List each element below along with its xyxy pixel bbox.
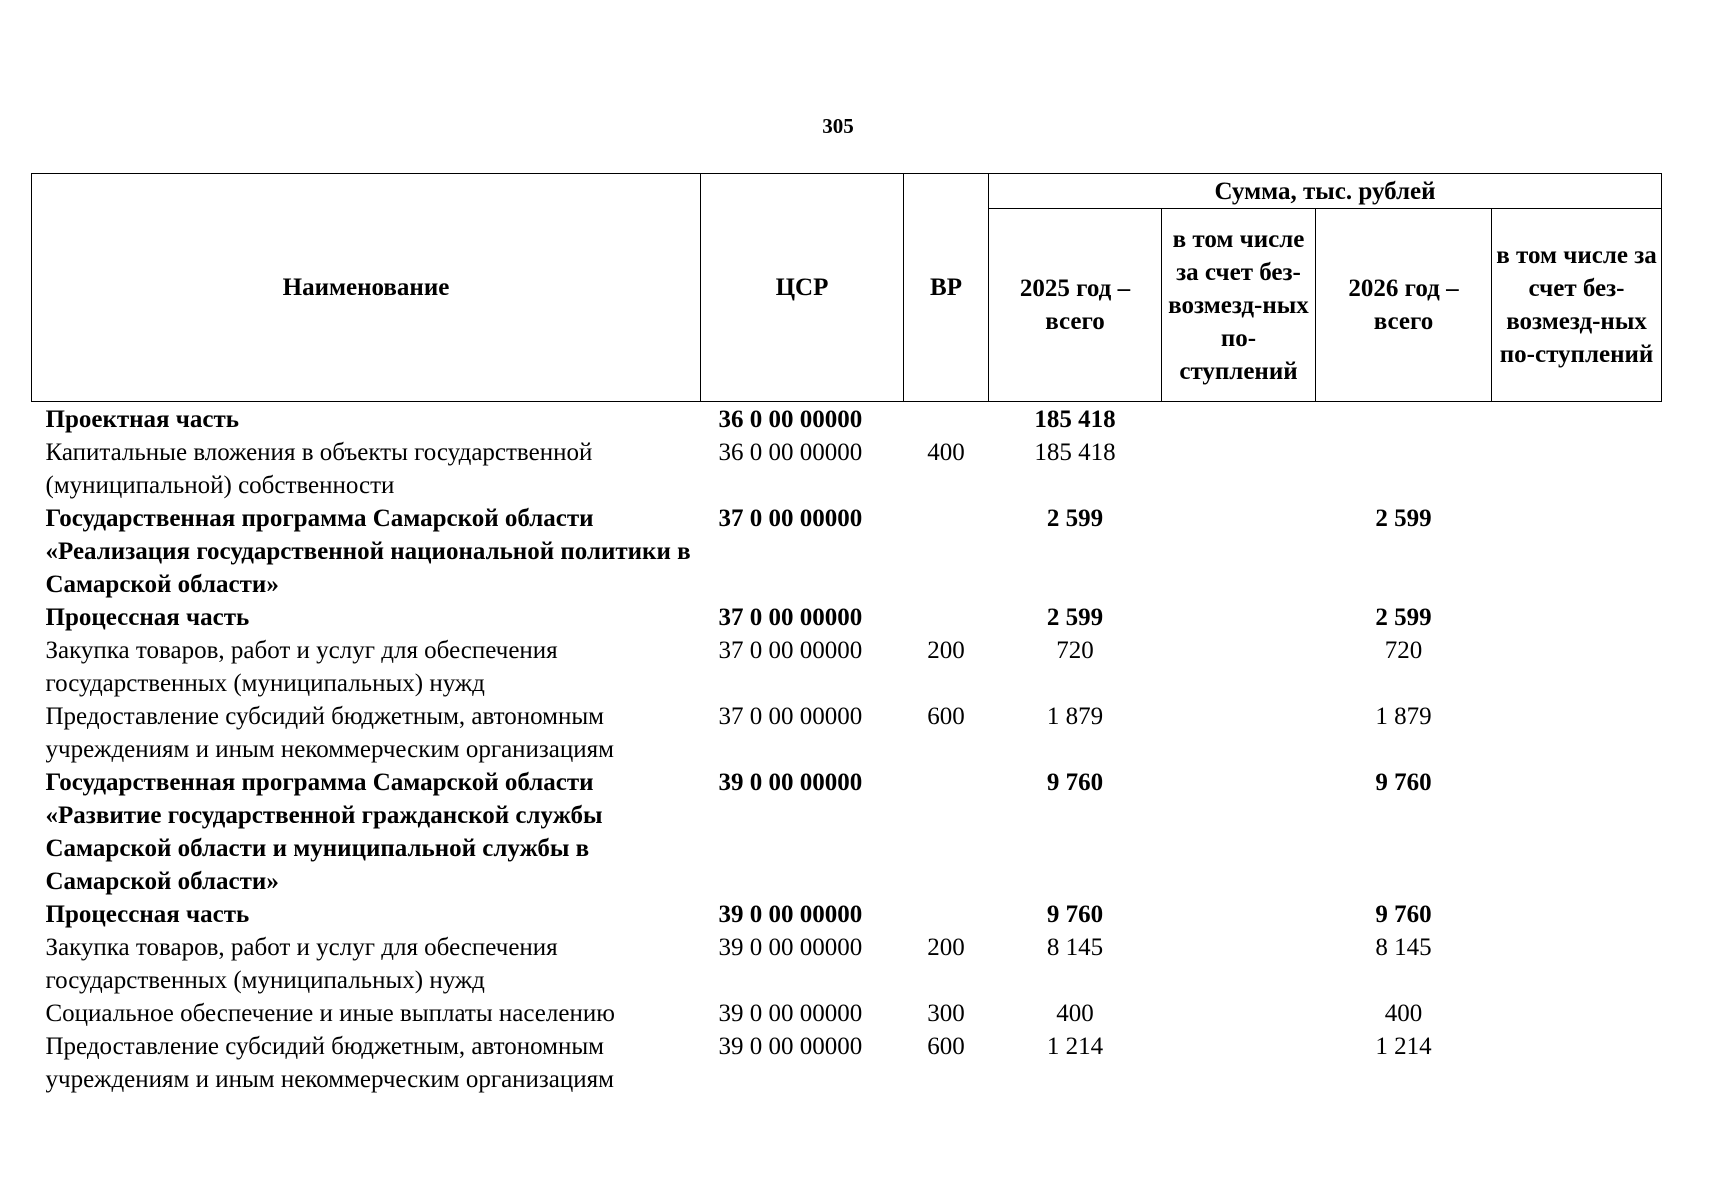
cell-2026-gratuitous (1492, 601, 1662, 634)
cell-name: Процессная часть (45, 604, 250, 631)
header-2026-gratuitous: в том числе за счет без-возмезд-ных по-ступлений (1492, 209, 1662, 402)
header-vr: ВР (904, 174, 989, 402)
cell-2025-total: 1 214 (1046, 1033, 1104, 1060)
cell-name: Проектная часть (45, 406, 240, 433)
cell-vr (904, 502, 989, 601)
cell-vr (904, 766, 989, 898)
header-2025-gratuitous: в том числе за счет без-возмезд-ных по-ступлений (1162, 209, 1316, 402)
cell-name: Процессная часть (45, 901, 250, 928)
cell-vr: 600 (927, 703, 965, 730)
cell-2026-total: 9 760 (1375, 901, 1432, 928)
cell-2025-gratuitous (1162, 766, 1316, 898)
cell-vr (904, 601, 989, 634)
cell-2025-total: 720 (1056, 637, 1094, 664)
cell-name: Социальное обеспечение и иные выплаты населению (45, 1000, 615, 1027)
cell-2025-total: 185 418 (1034, 406, 1116, 433)
cell-name: Предоставление субсидий бюджетным, автономным учреждениям и иным некоммерческим организациям (45, 1033, 614, 1093)
cell-2026-gratuitous (1492, 700, 1662, 766)
cell-2026-total: 1 214 (1375, 1033, 1432, 1060)
cell-2025-total: 400 (1056, 1000, 1094, 1027)
table-body (32, 402, 1662, 1097)
cell-name: Государственная программа Самарской области «Реализация государственной национальной политики в Самарской области» (45, 505, 691, 598)
cell-name: Капитальные вложения в объекты государственной (муниципальной) собственности (45, 439, 593, 499)
cell-vr: 200 (927, 637, 965, 664)
header-name: Наименование (32, 174, 701, 402)
header-2025-total: 2025 год – всего (989, 209, 1162, 402)
cell-2026-total: 2 599 (1375, 505, 1432, 532)
cell-2025-total: 1 879 (1046, 703, 1104, 730)
cell-csr: 39 0 00 00000 (718, 934, 863, 961)
table-row (32, 634, 1662, 700)
cell-vr (904, 402, 989, 437)
cell-2026-total (1316, 402, 1492, 437)
cell-2026-gratuitous (1492, 1030, 1662, 1096)
cell-2026-gratuitous (1492, 502, 1662, 601)
cell-name: Закупка товаров, работ и услуг для обеспечения государственных (муниципальных) нужд (45, 934, 558, 994)
cell-2026-gratuitous (1492, 931, 1662, 997)
table-row (32, 601, 1662, 634)
cell-csr: 36 0 00 00000 (718, 406, 863, 433)
cell-2025-total: 9 760 (1046, 901, 1104, 928)
budget-table (31, 173, 1662, 1096)
cell-csr: 37 0 00 00000 (718, 604, 863, 631)
cell-2026-gratuitous (1492, 402, 1662, 437)
cell-vr: 200 (927, 934, 965, 961)
cell-vr: 300 (927, 1000, 965, 1027)
cell-2025-gratuitous (1162, 997, 1316, 1030)
cell-csr: 37 0 00 00000 (718, 505, 863, 532)
cell-2026-gratuitous (1492, 634, 1662, 700)
cell-2025-gratuitous (1162, 898, 1316, 931)
cell-2025-total: 8 145 (1046, 934, 1104, 961)
cell-2026-gratuitous (1492, 898, 1662, 931)
table-row (32, 1030, 1662, 1096)
cell-2025-gratuitous (1162, 634, 1316, 700)
cell-2026-total: 720 (1384, 637, 1423, 664)
cell-2025-total: 2 599 (1046, 604, 1104, 631)
cell-2026-total: 1 879 (1375, 703, 1432, 730)
cell-2025-gratuitous (1162, 1030, 1316, 1096)
table-row (32, 502, 1662, 601)
cell-2025-gratuitous (1162, 931, 1316, 997)
page-number: 305 (822, 114, 854, 138)
cell-csr: 39 0 00 00000 (718, 1000, 863, 1027)
cell-csr: 39 0 00 00000 (718, 1033, 863, 1060)
table-row (32, 931, 1662, 997)
cell-2025-total: 9 760 (1046, 769, 1104, 796)
cell-vr (904, 898, 989, 931)
table-row (32, 700, 1662, 766)
cell-2025-gratuitous (1162, 700, 1316, 766)
cell-name: Предоставление субсидий бюджетным, автономным учреждениям и иным некоммерческим организациям (45, 703, 614, 763)
cell-2025-gratuitous (1162, 601, 1316, 634)
table-row (32, 766, 1662, 898)
cell-2025-gratuitous (1162, 502, 1316, 601)
cell-2025-total: 2 599 (1046, 505, 1104, 532)
cell-2025-gratuitous (1162, 402, 1316, 437)
cell-2026-total: 2 599 (1375, 604, 1432, 631)
cell-2026-gratuitous (1492, 436, 1662, 502)
cell-csr: 39 0 00 00000 (718, 901, 863, 928)
cell-2026-total: 400 (1384, 1000, 1423, 1027)
cell-name: Закупка товаров, работ и услуг для обеспечения государственных (муниципальных) нужд (45, 637, 558, 697)
table-row (32, 997, 1662, 1030)
cell-csr: 39 0 00 00000 (718, 769, 863, 796)
cell-vr: 400 (927, 439, 965, 466)
cell-2026-total: 8 145 (1375, 934, 1432, 961)
cell-2026-gratuitous (1492, 766, 1662, 898)
cell-2026-total: 9 760 (1375, 769, 1432, 796)
cell-name: Государственная программа Самарской области «Развитие государственной гражданской службы Самарской области и муниципальной службы в Самарской области» (45, 769, 603, 895)
cell-2026-gratuitous (1492, 997, 1662, 1030)
cell-csr: 37 0 00 00000 (718, 703, 863, 730)
cell-2025-total: 185 418 (1034, 439, 1116, 466)
table-header (32, 174, 1662, 402)
header-2026-total: 2026 год – всего (1316, 209, 1492, 402)
table-row (32, 402, 1662, 437)
cell-vr: 600 (927, 1033, 965, 1060)
header-sum-group: Сумма, тыс. рублей (989, 174, 1662, 209)
table-row (32, 436, 1662, 502)
table-row (32, 898, 1662, 931)
cell-2025-gratuitous (1162, 436, 1316, 502)
cell-2026-total (1316, 436, 1492, 502)
cell-csr: 37 0 00 00000 (718, 637, 863, 664)
header-csr: ЦСР (701, 174, 904, 402)
cell-csr: 36 0 00 00000 (718, 439, 863, 466)
